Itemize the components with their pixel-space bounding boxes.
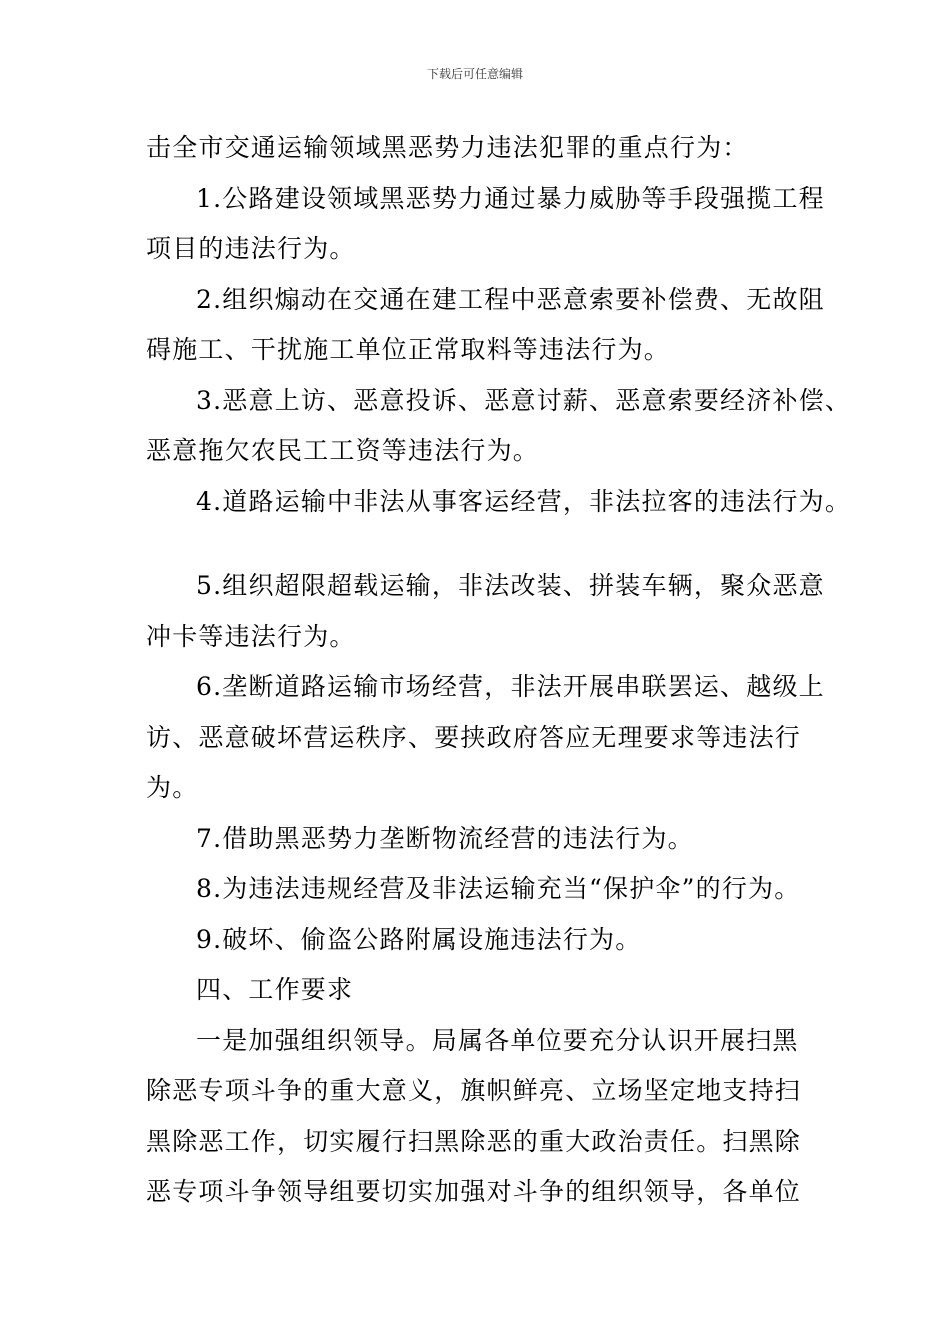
document-body bbox=[146, 123, 852, 1218]
section-heading: 四、工作要求 bbox=[196, 975, 354, 1004]
list-item-6: 6.垄断道路运输市场经营，非法开展串联罢运、越级上 bbox=[196, 672, 825, 701]
text-line: 恶意拖欠农民工工资等违法行为。 bbox=[146, 436, 540, 465]
list-item-3: 3.恶意上访、恶意投诉、恶意讨薪、恶意索要经济补偿、 bbox=[196, 385, 852, 415]
text-line: 为。 bbox=[146, 773, 199, 802]
list-item-8: 8.为违法违规经营及非法运输充当“保护伞”的行为。 bbox=[196, 874, 801, 903]
list-item-5: 5.组织超限超载运输，非法改装、拼装车辆，聚众恶意 bbox=[196, 571, 825, 600]
text-line: 恶专项斗争领导组要切实加强对斗争的组织领导，各单位 bbox=[146, 1177, 802, 1206]
text-line: 项目的违法行为。 bbox=[146, 234, 356, 263]
text-line: 碍施工、干扰施工单位正常取料等违法行为。 bbox=[146, 335, 671, 364]
text-line: 访、恶意破坏营运秩序、要挟政府答应无理要求等违法行 bbox=[146, 722, 802, 752]
paragraph-start: 一是加强组织领导。局属各单位要充分认识开展扫黑 bbox=[196, 1025, 799, 1055]
list-item-4: 4.道路运输中非法从事客运经营，非法拉客的违法行为。 bbox=[196, 486, 852, 516]
list-item-7: 7.借助黑恶势力垄断物流经营的违法行为。 bbox=[196, 823, 694, 853]
page-header: 下载后可任意编辑 bbox=[426, 67, 523, 81]
text-line: 除恶专项斗争的重大意义，旗帜鲜亮、立场坚定地支持扫 bbox=[146, 1076, 802, 1105]
text-line: 击全市交通运输领域黑恶势力违法犯罪的重点行为： bbox=[146, 133, 749, 162]
text-line: 冲卡等违法行为。 bbox=[146, 621, 356, 651]
text-line: 黑除恶工作，切实履行扫黑除恶的重大政治责任。扫黑除 bbox=[146, 1126, 802, 1156]
list-item-9: 9.破坏、偷盗公路附属设施违法行为。 bbox=[196, 924, 642, 954]
paragraph-gap bbox=[146, 527, 810, 561]
list-item-1: 1.公路建设领域黑恶势力通过暴力威胁等手段强揽工程 bbox=[196, 183, 825, 213]
list-item-2: 2.组织煽动在交通在建工程中恶意索要补偿费、无故阻 bbox=[196, 284, 825, 314]
